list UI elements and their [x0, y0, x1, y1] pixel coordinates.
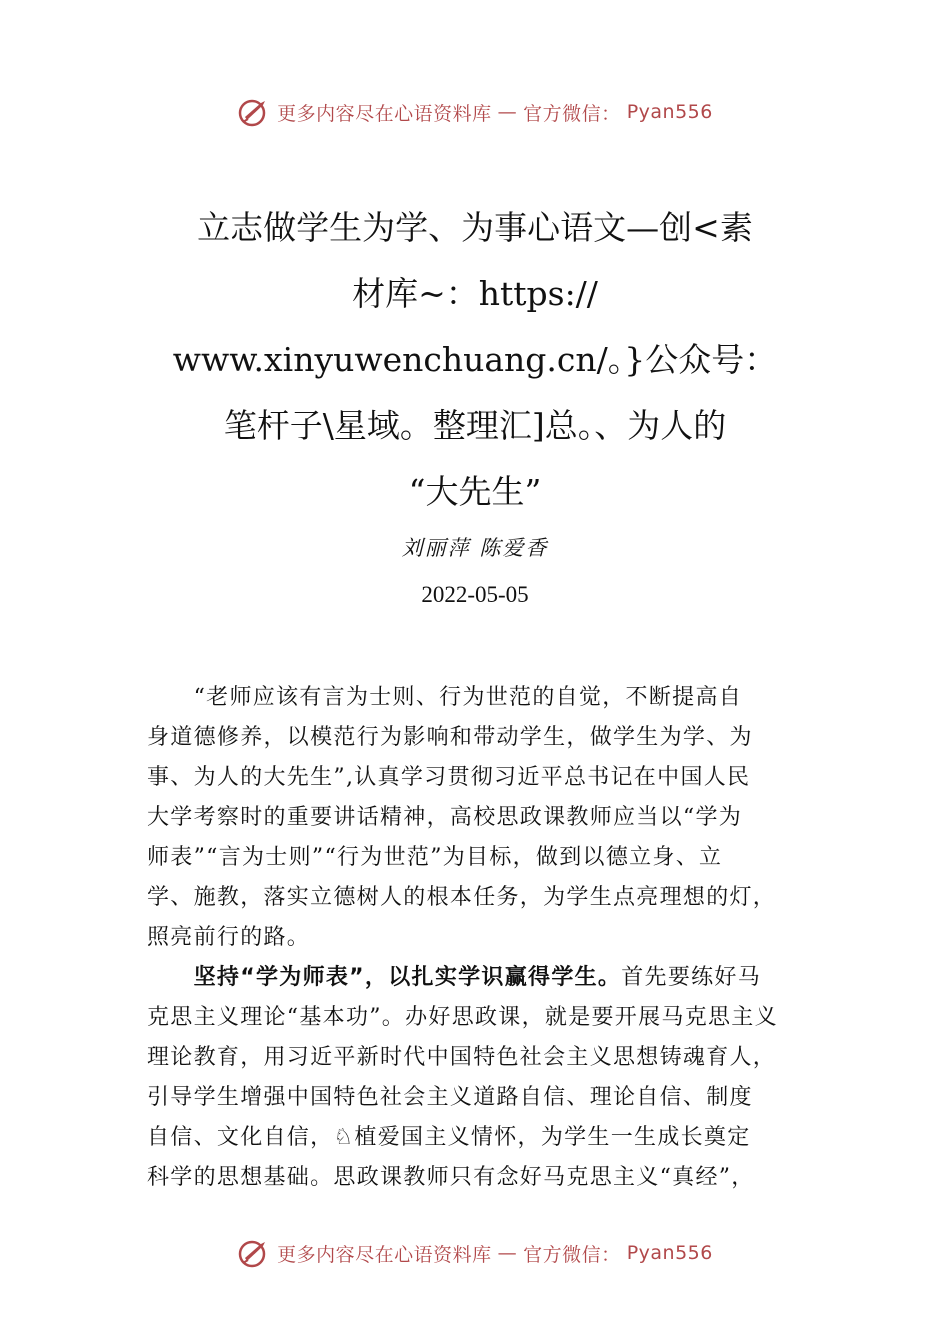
paragraph-line: 自信、文化自信，♘植爱国主义情怀，为学生一生成长奠定 — [147, 1125, 751, 1150]
title-line: “大先生” — [408, 472, 542, 511]
watermark-wechat-id: Pyan556 — [626, 101, 713, 123]
title-line: 笔杆子\星域。整理汇]总。、为人的 — [223, 406, 727, 445]
paragraph-line: 大学考察时的重要讲话精神，高校思政课教师应当以“学为 — [147, 805, 743, 830]
footer-watermark — [0, 1236, 950, 1270]
watermark-separator: — — [497, 1242, 518, 1264]
paragraph-line: 师表”“言为士则”“行为世范”为目标，做到以德立身、立 — [147, 845, 723, 870]
paragraph-line — [147, 958, 817, 998]
article-title — [140, 195, 810, 525]
watermark-wechat-id: Pyan556 — [626, 1242, 713, 1264]
paragraph-line: 事、为人的大先生”,认真学习贯彻习近平总书记在中国人民 — [147, 765, 751, 790]
article-authors: 刘丽萍 陈爱香 — [401, 536, 549, 560]
paragraph-line: 引导学生增强中国特色社会主义道路自信、理论自信、制度 — [147, 1085, 753, 1110]
article-body — [147, 678, 817, 1198]
paragraph-line: 克思主义理论“基本功”。办好思政课，就是要开展马克思主义 — [147, 1005, 778, 1030]
watermark-text: 更多内容尽在心语资料库 — [277, 1243, 492, 1266]
watermark-label: 官方微信： — [523, 1243, 621, 1266]
paragraph-line: 学、施教，落实立德树人的根本任务，为学生点亮理想的灯， — [147, 885, 777, 910]
paragraph-lead-rest: 首先要练好马 — [621, 965, 762, 990]
title-line: 材库~：https:// — [352, 274, 598, 313]
title-line: www.xinyuwenchuang.cn/。}公众号： — [172, 340, 778, 379]
pen-logo-icon — [237, 1236, 271, 1270]
header-watermark — [0, 95, 950, 129]
watermark-text: 更多内容尽在心语资料库 — [277, 102, 492, 125]
paragraph-line: 身道德修养，以模范行为影响和带动学生，做学生为学、为 — [147, 725, 753, 750]
paragraph-lead-bold: 坚持“学为师表”，以扎实学识赢得学生。 — [193, 965, 622, 990]
paragraph-line: 理论教育，用习近平新时代中国特色社会主义思想铸魂育人， — [147, 1045, 777, 1070]
paragraph-line: 照亮前行的路。 — [147, 925, 311, 950]
paragraph-line: “老师应该有言为士则、行为世范的自觉，不断提高自 — [147, 685, 743, 710]
watermark-separator: — — [497, 101, 518, 123]
paragraph-line: 科学的思想基础。思政课教师只有念好马克思主义“真经”， — [147, 1165, 755, 1190]
title-line: 立志做学生为学、为事心语文—创<素 — [197, 208, 753, 247]
watermark-label: 官方微信： — [523, 102, 621, 125]
article-date: 2022-05-05 — [421, 582, 529, 607]
pen-logo-icon — [237, 95, 271, 129]
